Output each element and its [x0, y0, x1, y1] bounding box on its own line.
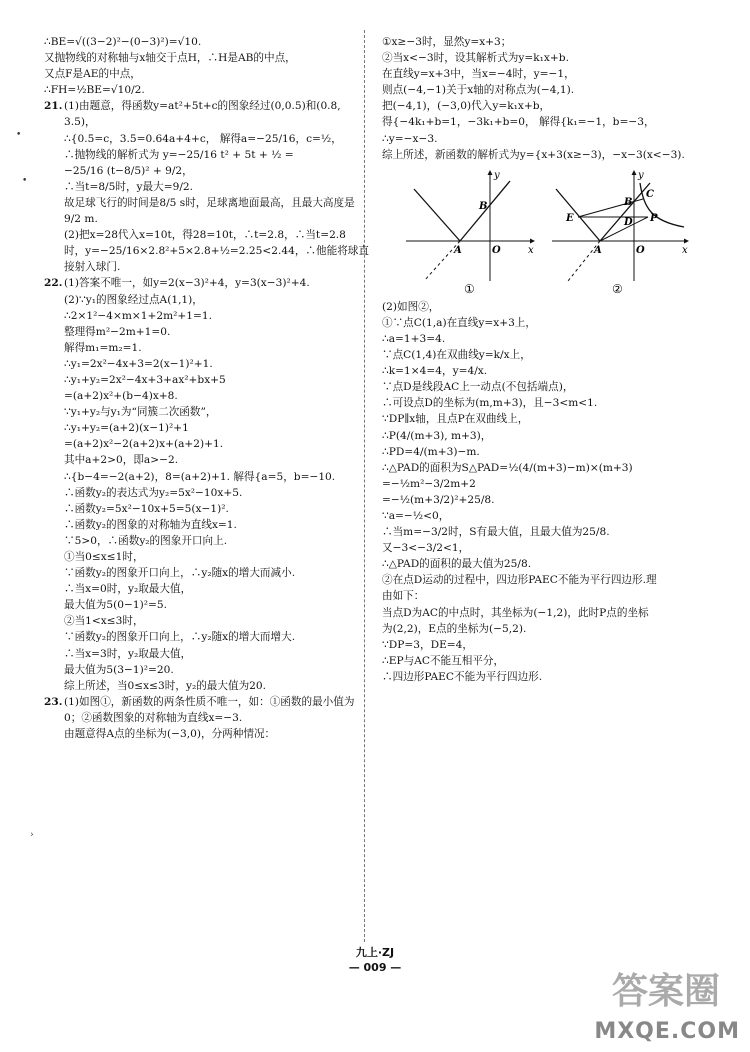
line-text: ①x≥−3时，显然y=x+3； — [382, 36, 512, 48]
line-text: ∴当t=8/5时，y最大=9/2. — [64, 180, 194, 193]
text-line — [44, 372, 352, 388]
text-line — [44, 517, 352, 533]
line-text: 当点D为AC的中点时，其坐标为(−1,2)，此时P点的坐标 — [382, 606, 649, 619]
line-text: 解得m₁=m₂=1. — [64, 341, 142, 354]
text-line — [382, 331, 712, 347]
line-text: ②在点D运动的过程中，四边形PAEC不能为平行四边形.理 — [382, 574, 657, 587]
line-text: ∵DP∥x轴，且点P在双曲线上， — [382, 413, 529, 426]
line-text: ∴当x=3时，y₂取最大值， — [64, 647, 192, 660]
line-text: 在直线y=x+3中，当x=−4时，y=−1， — [382, 68, 575, 81]
graph-1 — [404, 169, 536, 297]
left-column — [44, 34, 369, 742]
line-text: ①∵点C(1,a)在直线y=x+3上， — [382, 316, 536, 329]
question-number: 21. — [44, 100, 63, 113]
text-line — [44, 227, 352, 243]
text-line — [44, 98, 352, 114]
text-line — [44, 581, 352, 597]
line-text: (2)∵y₁的图象经过点A(1,1)， — [64, 293, 203, 306]
graph-1-number: ① — [464, 281, 475, 296]
line-text: ∵5>0，∴函数y₂的图象开口向上. — [64, 534, 228, 547]
line-text: ∴当m=−3/2时，S有最大值，且最大值为25/8. — [382, 526, 610, 539]
graph-2-segment-ec — [578, 196, 643, 217]
text-line — [382, 299, 712, 315]
line-text: =(a+2)x²+(b−4)x+8. — [64, 390, 178, 403]
line-text: ∵y₁+y₂与y₁为“同簇二次函数”， — [64, 406, 217, 419]
line-text: ①当0≤x≤1时， — [64, 551, 144, 563]
text-line — [44, 50, 352, 66]
graph-2-point-b: B — [624, 196, 633, 208]
line-text: (1)如图①，新函数的两条性质不唯一，如：①函数的最小值为 — [64, 695, 355, 708]
text-line — [44, 292, 352, 308]
graph-1-point-a: A — [454, 244, 462, 256]
line-text: ∴函数y₂的图象的对称轴为直线x=1. — [64, 518, 237, 531]
line-text: (2)如图②， — [382, 300, 440, 313]
text-line — [44, 147, 352, 163]
text-line — [44, 469, 352, 485]
text-line — [382, 508, 712, 524]
text-line — [44, 565, 352, 581]
line-text: 9/2 m. — [64, 213, 98, 226]
line-text: ∴函数y₂的表达式为y₂=5x²−10x+5. — [64, 486, 243, 499]
text-line — [382, 66, 712, 82]
graph-2-point-d: D — [624, 216, 633, 228]
line-text: ∴y=−x−3. — [382, 132, 438, 145]
graph-1-point-b: B — [479, 200, 488, 212]
text-line — [44, 726, 352, 742]
line-text: ∵点C(1,4)在双曲线y=k/x上， — [382, 349, 531, 362]
text-line — [382, 621, 712, 637]
graph-2-y-label: y — [638, 169, 644, 181]
text-line — [44, 549, 352, 565]
text-line — [44, 533, 352, 549]
text-line — [382, 524, 712, 540]
text-line — [382, 50, 712, 66]
text-line — [44, 420, 352, 436]
text-line — [44, 485, 352, 501]
graph-2-origin: O — [636, 244, 645, 256]
line-text: ∴y₁+y₂=2x²−4x+3+ax²+bx+5 — [64, 373, 226, 386]
text-line — [44, 356, 352, 372]
line-text: 为(2,2)，E点的坐标为(−5,2). — [382, 622, 527, 635]
line-text: ∴y₁=2x²−4x+3=2(x−1)²+1. — [64, 357, 213, 370]
right-top-text — [382, 34, 712, 163]
text-line — [382, 363, 712, 379]
text-line — [44, 163, 352, 179]
line-text: (2)把x=28代入x=10t，得28=10t，∴t=2.8，∴当t=2.8 — [64, 229, 346, 242]
line-text: 故足球飞行的时间是8/5 s时，足球离地面最高，且最大高度是 — [64, 196, 355, 209]
text-line — [44, 66, 352, 82]
text-line — [382, 395, 712, 411]
text-line — [382, 669, 712, 685]
text-line — [44, 452, 352, 468]
right-column — [382, 34, 712, 685]
text-line — [44, 114, 352, 130]
line-text: ∵a=−½<0， — [382, 509, 450, 522]
line-text: ∵DP=3，DE=4， — [382, 638, 474, 651]
text-line — [382, 460, 712, 476]
right-bottom-text — [382, 299, 712, 685]
text-line — [382, 114, 712, 130]
text-line — [44, 710, 352, 726]
line-text: 接射入球门. — [64, 261, 121, 274]
line-text: ∴四边形PAEC不能为平行四边形. — [382, 670, 543, 683]
line-text: ∴△PAD的面积的最大值为25/8. — [382, 558, 532, 571]
line-text: 最大值为5(0−1)²=5. — [64, 599, 167, 612]
text-line — [382, 572, 712, 588]
text-line — [382, 411, 712, 427]
line-text: ②当1<x≤3时， — [64, 615, 144, 628]
text-line — [44, 388, 352, 404]
footer-label: 九上·ZJ — [355, 946, 395, 959]
graph-2-y-arrow — [632, 170, 637, 175]
line-text: 又点F是AE的中点， — [44, 68, 141, 81]
text-line — [382, 82, 712, 98]
graph-1-left-branch — [414, 189, 460, 241]
line-text: =−½m²−3/2m+2 — [382, 477, 476, 490]
text-line — [382, 347, 712, 363]
line-text: ∴抛物线的解析式为 y=−25/16 t² + 5t + ½ = — [64, 148, 294, 161]
margin-mark: › — [30, 830, 34, 840]
line-text: 由如下： — [382, 590, 425, 603]
line-text: ∵函数y₂的图象开口向上，∴y₂随x的增大而减小. — [64, 567, 296, 580]
line-text: =−½(m+3/2)²+25/8. — [382, 493, 495, 506]
text-line — [382, 379, 712, 395]
line-text: 得{−4k₁+b=1，−3k₁+b=0， 解得{k₁=−1，b=−3， — [382, 116, 655, 129]
text-line — [382, 444, 712, 460]
text-line — [44, 259, 352, 275]
text-line — [44, 275, 352, 291]
text-line — [44, 179, 352, 195]
margin-mark: • — [16, 130, 22, 140]
text-line — [382, 588, 712, 604]
line-text: ∴BE=√((3−2)²−(0−3)²)=√10. — [44, 36, 202, 48]
text-line — [382, 637, 712, 653]
function-graphs — [404, 169, 712, 297]
graph-1-y-arrow — [488, 170, 493, 175]
line-text: ∴{b−4=−2(a+2)，8=(a+2)+1. 解得{a=5，b=−10. — [64, 470, 336, 483]
line-text: =(a+2)x²−2(a+2)x+(a+2)+1. — [64, 438, 224, 451]
page-number: — 009 — — [348, 961, 402, 974]
graph-1-x-arrow — [530, 238, 535, 243]
text-line — [44, 82, 352, 98]
line-text: ②当x<−3时，设其解析式为y=k₁x+b. — [382, 52, 569, 65]
graph-2-left-branch — [556, 189, 600, 241]
graph-1-x-label: x — [528, 244, 534, 256]
line-text: ∴a=1+3=4. — [382, 332, 446, 345]
text-line — [44, 597, 352, 613]
graph-2-x-arrow — [684, 238, 689, 243]
graph-2-right-branch — [600, 183, 650, 241]
line-text: −25/16 (t−8/5)² + 9/2， — [64, 164, 193, 177]
line-text: 0；②函数图象的对称轴为直线x=−3. — [64, 711, 243, 724]
line-text: ∵函数y₂的图象开口向上，∴y₂随x的增大而增大. — [64, 631, 296, 644]
line-text: 把(−4,1)，(−3,0)代入y=k₁x+b， — [382, 100, 551, 113]
line-text: 则点(−4,−1)关于x轴的对称点为(−4,1). — [382, 84, 575, 97]
line-text: ∴可设点D的坐标为(m,m+3)，且−3<m<1. — [382, 397, 598, 410]
line-text: 3.5)， — [64, 116, 96, 129]
text-line — [44, 694, 355, 710]
text-line — [382, 147, 712, 163]
text-line — [44, 195, 355, 211]
graph-2-number: ② — [612, 281, 623, 296]
text-line — [382, 653, 712, 669]
line-text: 由题意得A点的坐标为(−3,0)，分两种情况： — [64, 728, 276, 741]
line-text: ∴y₁+y₂=(a+2)(x−1)²+1 — [64, 422, 189, 435]
line-text: ∴FH=½BE=√10/2. — [44, 84, 145, 97]
line-text: 其中a+2>0，即a>−2. — [64, 454, 179, 467]
text-line — [44, 436, 352, 452]
text-line — [44, 662, 352, 678]
text-line — [382, 476, 712, 492]
line-text: ∴EP与AC不能互相平分， — [382, 654, 505, 667]
text-line — [44, 324, 352, 340]
text-line — [44, 629, 352, 645]
line-text: ∴2×1²−4×m×1+2m²+1=1. — [64, 309, 213, 322]
question-number: 22. — [44, 277, 63, 290]
text-line — [44, 340, 352, 356]
line-text: (1)由题意，得函数y=at²+5t+c的图象经过(0,0.5)和(0.8, — [64, 100, 341, 113]
text-line — [382, 131, 712, 147]
line-text: ∴函数y₂=5x²−10x+5=5(x−1)². — [64, 502, 229, 515]
text-line — [382, 605, 712, 621]
text-line — [44, 308, 352, 324]
line-text: 综上所述，当0≤x≤3时，y₂的最大值为20. — [64, 679, 267, 692]
text-line — [44, 613, 352, 629]
text-line — [382, 34, 712, 50]
margin-mark: • — [22, 176, 28, 186]
question-number: 23. — [44, 695, 63, 708]
graph-1-y-label: y — [494, 169, 500, 181]
line-text: 最大值为5(3−1)²=20. — [64, 663, 174, 676]
line-text: ∴当x=0时，y₂取最大值， — [64, 583, 192, 596]
graph-2-point-p: P — [650, 212, 658, 224]
text-line — [44, 646, 352, 662]
line-text: ∴P(4/(m+3), m+3)， — [382, 429, 492, 442]
line-text: 又−3<−3/2<1， — [382, 542, 470, 555]
graph-2 — [550, 169, 690, 297]
text-line — [44, 678, 352, 694]
graph-2-x-label: x — [682, 244, 688, 256]
text-line — [382, 556, 712, 572]
text-line — [44, 211, 352, 227]
line-text: ∵点D是线段AC上一动点(不包括端点)， — [382, 381, 574, 394]
line-text: 整理得m²−2m+1=0. — [64, 325, 171, 338]
text-line — [44, 501, 352, 517]
line-text: (1)答案不唯一，如y=2(x−3)²+4，y=3(x−3)²+4. — [64, 277, 310, 290]
line-text: ∴k=1×4=4，y=4/x. — [382, 365, 488, 378]
line-text: 又抛物线的对称轴与x轴交于点H，∴H是AB的中点， — [44, 52, 296, 65]
graph-2-point-a: A — [594, 244, 602, 256]
text-line — [382, 98, 712, 114]
column-divider — [364, 30, 365, 942]
text-line — [382, 315, 712, 331]
line-text: ∴△PAD的面积为S△PAD=½(4/(m+3)−m)×(m+3) — [382, 461, 633, 474]
graph-2-point-c: C — [646, 188, 654, 200]
graph-1-origin: O — [492, 244, 501, 256]
line-text: 综上所述，新函数的解析式为y={x+3(x≥−3)，−x−3(x<−3). — [382, 148, 685, 161]
text-line — [44, 34, 352, 50]
text-line — [44, 131, 352, 147]
text-line — [382, 428, 712, 444]
line-text: ∴{0.5=c，3.5=0.64a+4+c， 解得a=−25/16，c=½， — [64, 132, 342, 145]
line-text: ∴PD=4/(m+3)−m. — [382, 445, 480, 458]
text-line — [44, 243, 369, 259]
text-line — [382, 492, 712, 508]
text-line — [382, 540, 712, 556]
watermark-url: MXQE.COM — [594, 1019, 740, 1044]
line-text: 时，y=−25/16×2.8²+5×2.8+½=2.25<2.44，∴他能将球直 — [64, 245, 369, 258]
text-line — [44, 404, 352, 420]
watermark-logo: 答案圈 — [611, 971, 720, 1012]
graph-2-point-e: E — [566, 212, 574, 224]
